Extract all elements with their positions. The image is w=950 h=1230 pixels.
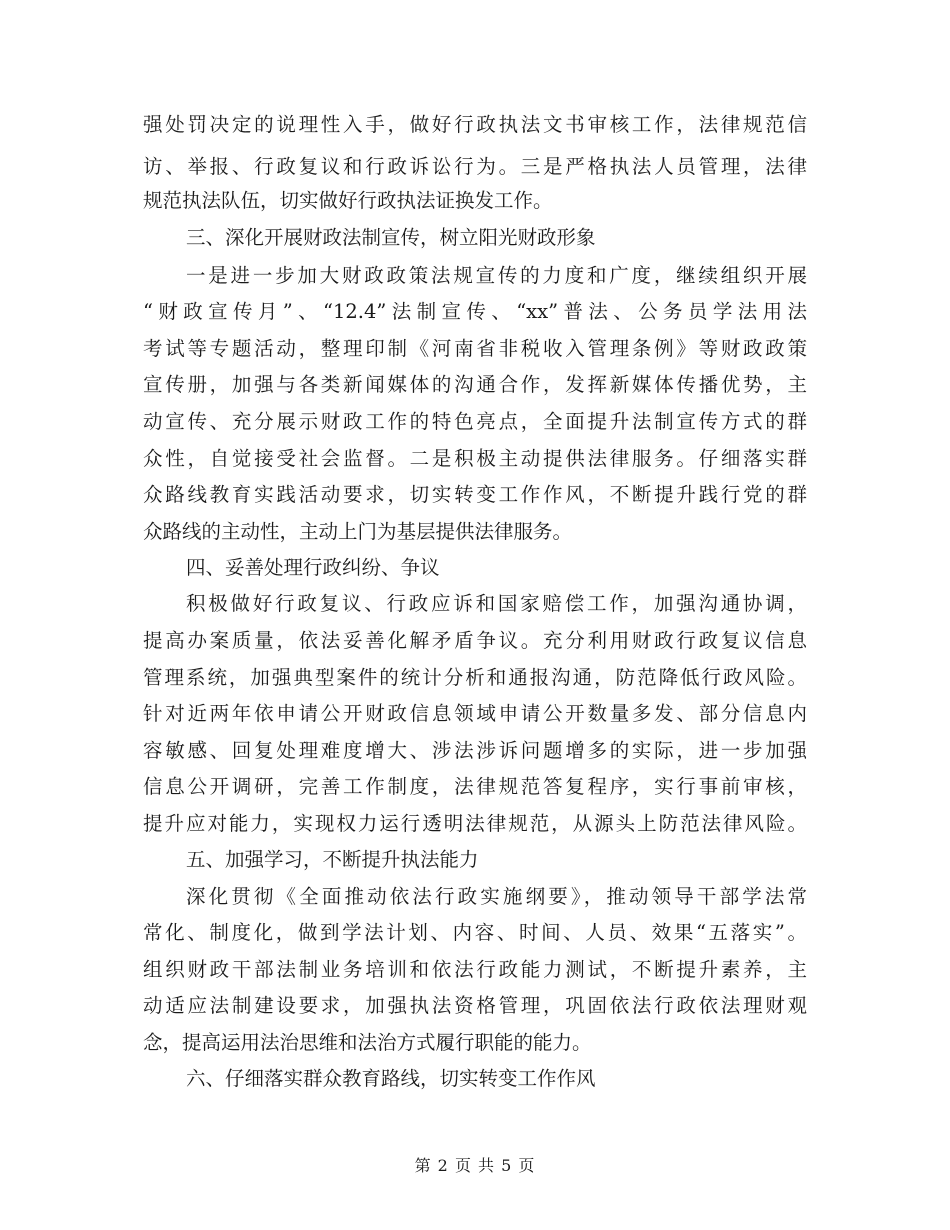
text-line: 宣传册，加强与各类新闻媒体的沟通合作，发挥新媒体传播优势，主 bbox=[143, 373, 807, 396]
text-line: 动适应法制建设要求，加强执法资格管理，巩固依法行政依法理财观 bbox=[143, 994, 807, 1017]
text-line: 一是进一步加大财政政策法规宣传的力度和广度，继续组织开展 bbox=[186, 264, 807, 287]
text-line: 众路线的主动性，主动上门为基层提供法律服务。 bbox=[143, 520, 573, 543]
text-line: 众性，自觉接受社会监督。二是积极主动提供法律服务。仔细落实群 bbox=[143, 447, 807, 470]
text-line: 积极做好行政复议、行政应诉和国家赔偿工作，加强沟通协调， bbox=[186, 592, 807, 615]
text-line: 常化、制度化，做到学法计划、内容、时间、人员、效果“五落实”。 bbox=[143, 921, 807, 944]
text-line: 容敏感、回复处理难度增大、涉法涉诉问题增多的实际，进一步加强 bbox=[143, 739, 807, 762]
text-line: 提升应对能力，实现权力运行透明法律规范，从源头上防范法律风险。 bbox=[143, 812, 807, 835]
text-line: 规范执法队伍，切实做好行政执法证换发工作。 bbox=[143, 189, 553, 212]
text-line: 针对近两年依申请公开财政信息领域申请公开数量多发、部分信息内 bbox=[143, 702, 807, 725]
section-heading-6: 六、仔细落实群众教育路线，切实转变工作作风 bbox=[186, 1067, 596, 1090]
section-heading-3: 三、深化开展财政法制宣传，树立阳光财政形象 bbox=[186, 226, 596, 249]
text-line: 信息公开调研，完善工作制度，法律规范答复程序，实行事前审核， bbox=[143, 775, 807, 798]
text-line: 访、举报、行政复议和行政诉讼行为。三是严格执法人员管理，法律 bbox=[143, 155, 807, 178]
text-line: 强处罚决定的说理性入手，做好行政执法文书审核工作，法律规范信 bbox=[143, 113, 807, 136]
text-line: 提高办案质量，依法妥善化解矛盾争议。充分利用财政行政复议信息 bbox=[143, 629, 807, 652]
section-heading-4: 四、妥善处理行政纠纷、争议 bbox=[186, 556, 440, 579]
page-number-footer: 第 2 页 共 5 页 bbox=[414, 1156, 536, 1175]
text-line: 动宣传、充分展示财政工作的特色亮点，全面提升法制宣传方式的群 bbox=[143, 410, 807, 433]
text-line: 考试等专题活动，整理印制《河南省非税收入管理条例》等财政政策 bbox=[143, 337, 807, 360]
text-line: 念，提高运用法治思维和法治方式履行职能的能力。 bbox=[143, 1031, 592, 1054]
text-line: 组织财政干部法制业务培训和依法行政能力测试，不断提升素养，主 bbox=[143, 958, 807, 981]
text-line: “财政宣传月”、“12.4”法制宣传、“xx”普法、公务员学法用法 bbox=[143, 300, 807, 323]
text-line: 众路线教育实践活动要求，切实转变工作作风，不断提升践行党的群 bbox=[143, 483, 807, 506]
text-line: 深化贯彻《全面推动依法行政实施纲要》，推动领导干部学法常 bbox=[186, 885, 807, 908]
section-heading-5: 五、加强学习，不断提升执法能力 bbox=[186, 848, 479, 871]
text-line: 管理系统，加强典型案件的统计分析和通报沟通，防范降低行政风险。 bbox=[143, 666, 807, 689]
